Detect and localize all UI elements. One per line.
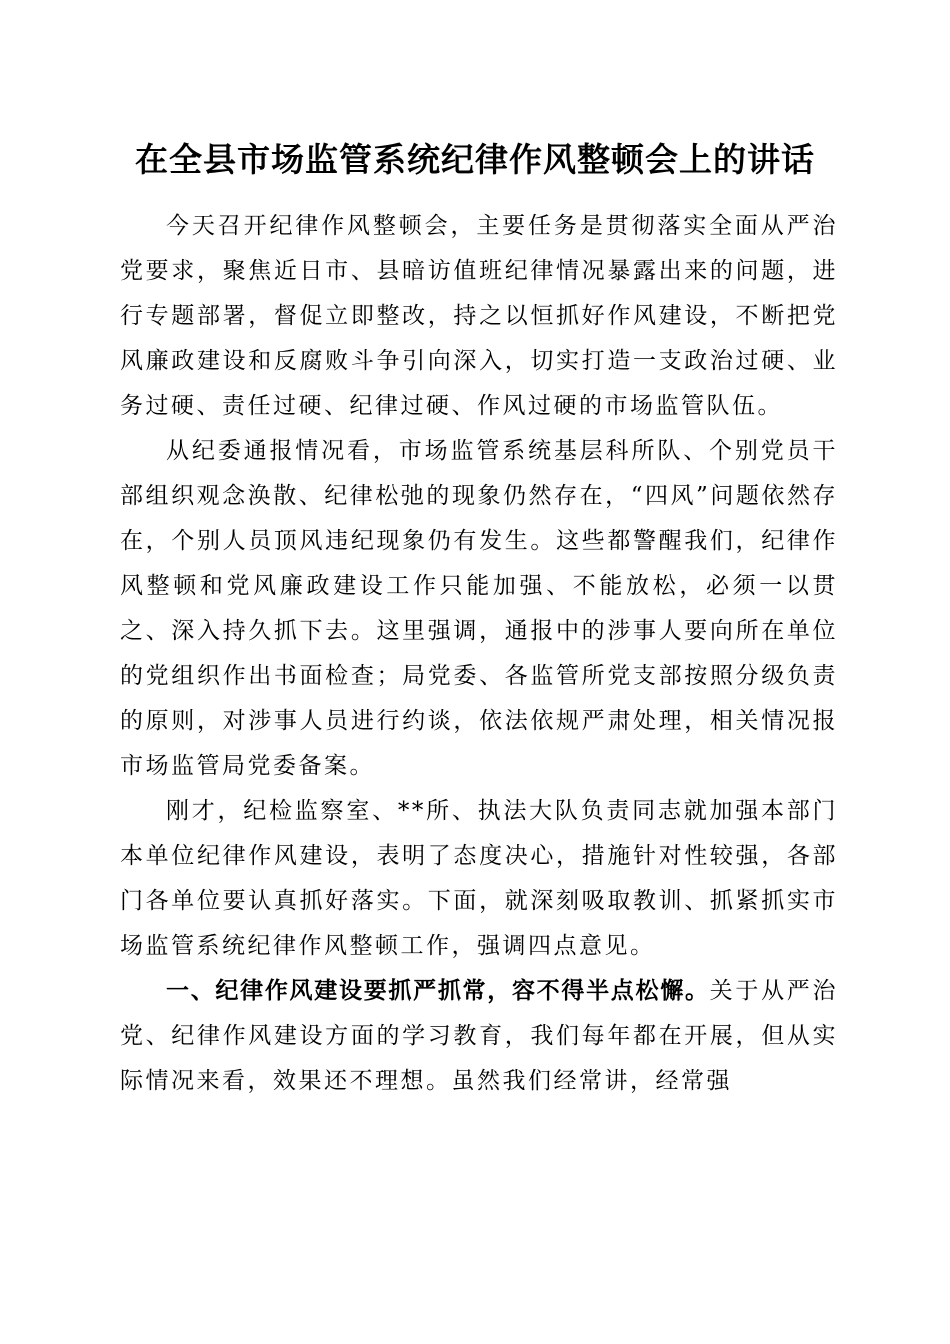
section-one-text: 关于从严治党、纪律作风建设方面的学习教育，我们每年都在开展，但从实际情况来看，效果还不理想。虽然我们经常讲，经常强 (120, 978, 839, 1094)
section-one-heading: 一、纪律作风建设要抓严抓常，容不得半点松懈。 (166, 978, 710, 1004)
paragraph-inspection-findings: 从纪委通报情况看，市场监管系统基层科所队、个别党员干部组织观念涣散、纪律松弛的现象仍然存在，“四风”问题依然存在，个别人员顶风违纪现象仍有发生。这些都警醒我们，纪律作风整顿和党风廉政建设工作只能加强、不能放松，必须一以贯之、深入持久抓下去。这里强调，通报中的涉事人要向所在单位的党组织作出书面检查；局党委、各监管所党支部按照分级负责的原则，对涉事人员进行约谈，依法依规严肃处理，相关情况报市场监管局党委备案。 (120, 438, 838, 779)
document-body (120, 204, 838, 1104)
paragraph-intro: 今天召开纪律作风整顿会，主要任务是贯彻落实全面从严治党要求，聚焦近日市、县暗访值班纪律情况暴露出来的问题，进行专题部署，督促立即整改，持之以恒抓好作风建设，不断把党风廉政建设和反腐败斗争引向深入，切实打造一支政治过硬、业务过硬、责任过硬、纪律过硬、作风过硬的市场监管队伍。 (120, 213, 838, 419)
paragraph-department-statements: 刚才，纪检监察室、**所、执法大队负责同志就加强本部门本单位纪律作风建设，表明了态度决心，措施针对性较强，各部门各单位要认真抓好落实。下面，就深刻吸取教训、抓紧抓实市场监管系统纪律作风整顿工作，强调四点意见。 (120, 798, 838, 959)
section-one-paragraph (120, 969, 838, 1104)
document-title: 在全县市场监管系统纪律作风整顿会上的讲话 (135, 140, 815, 179)
